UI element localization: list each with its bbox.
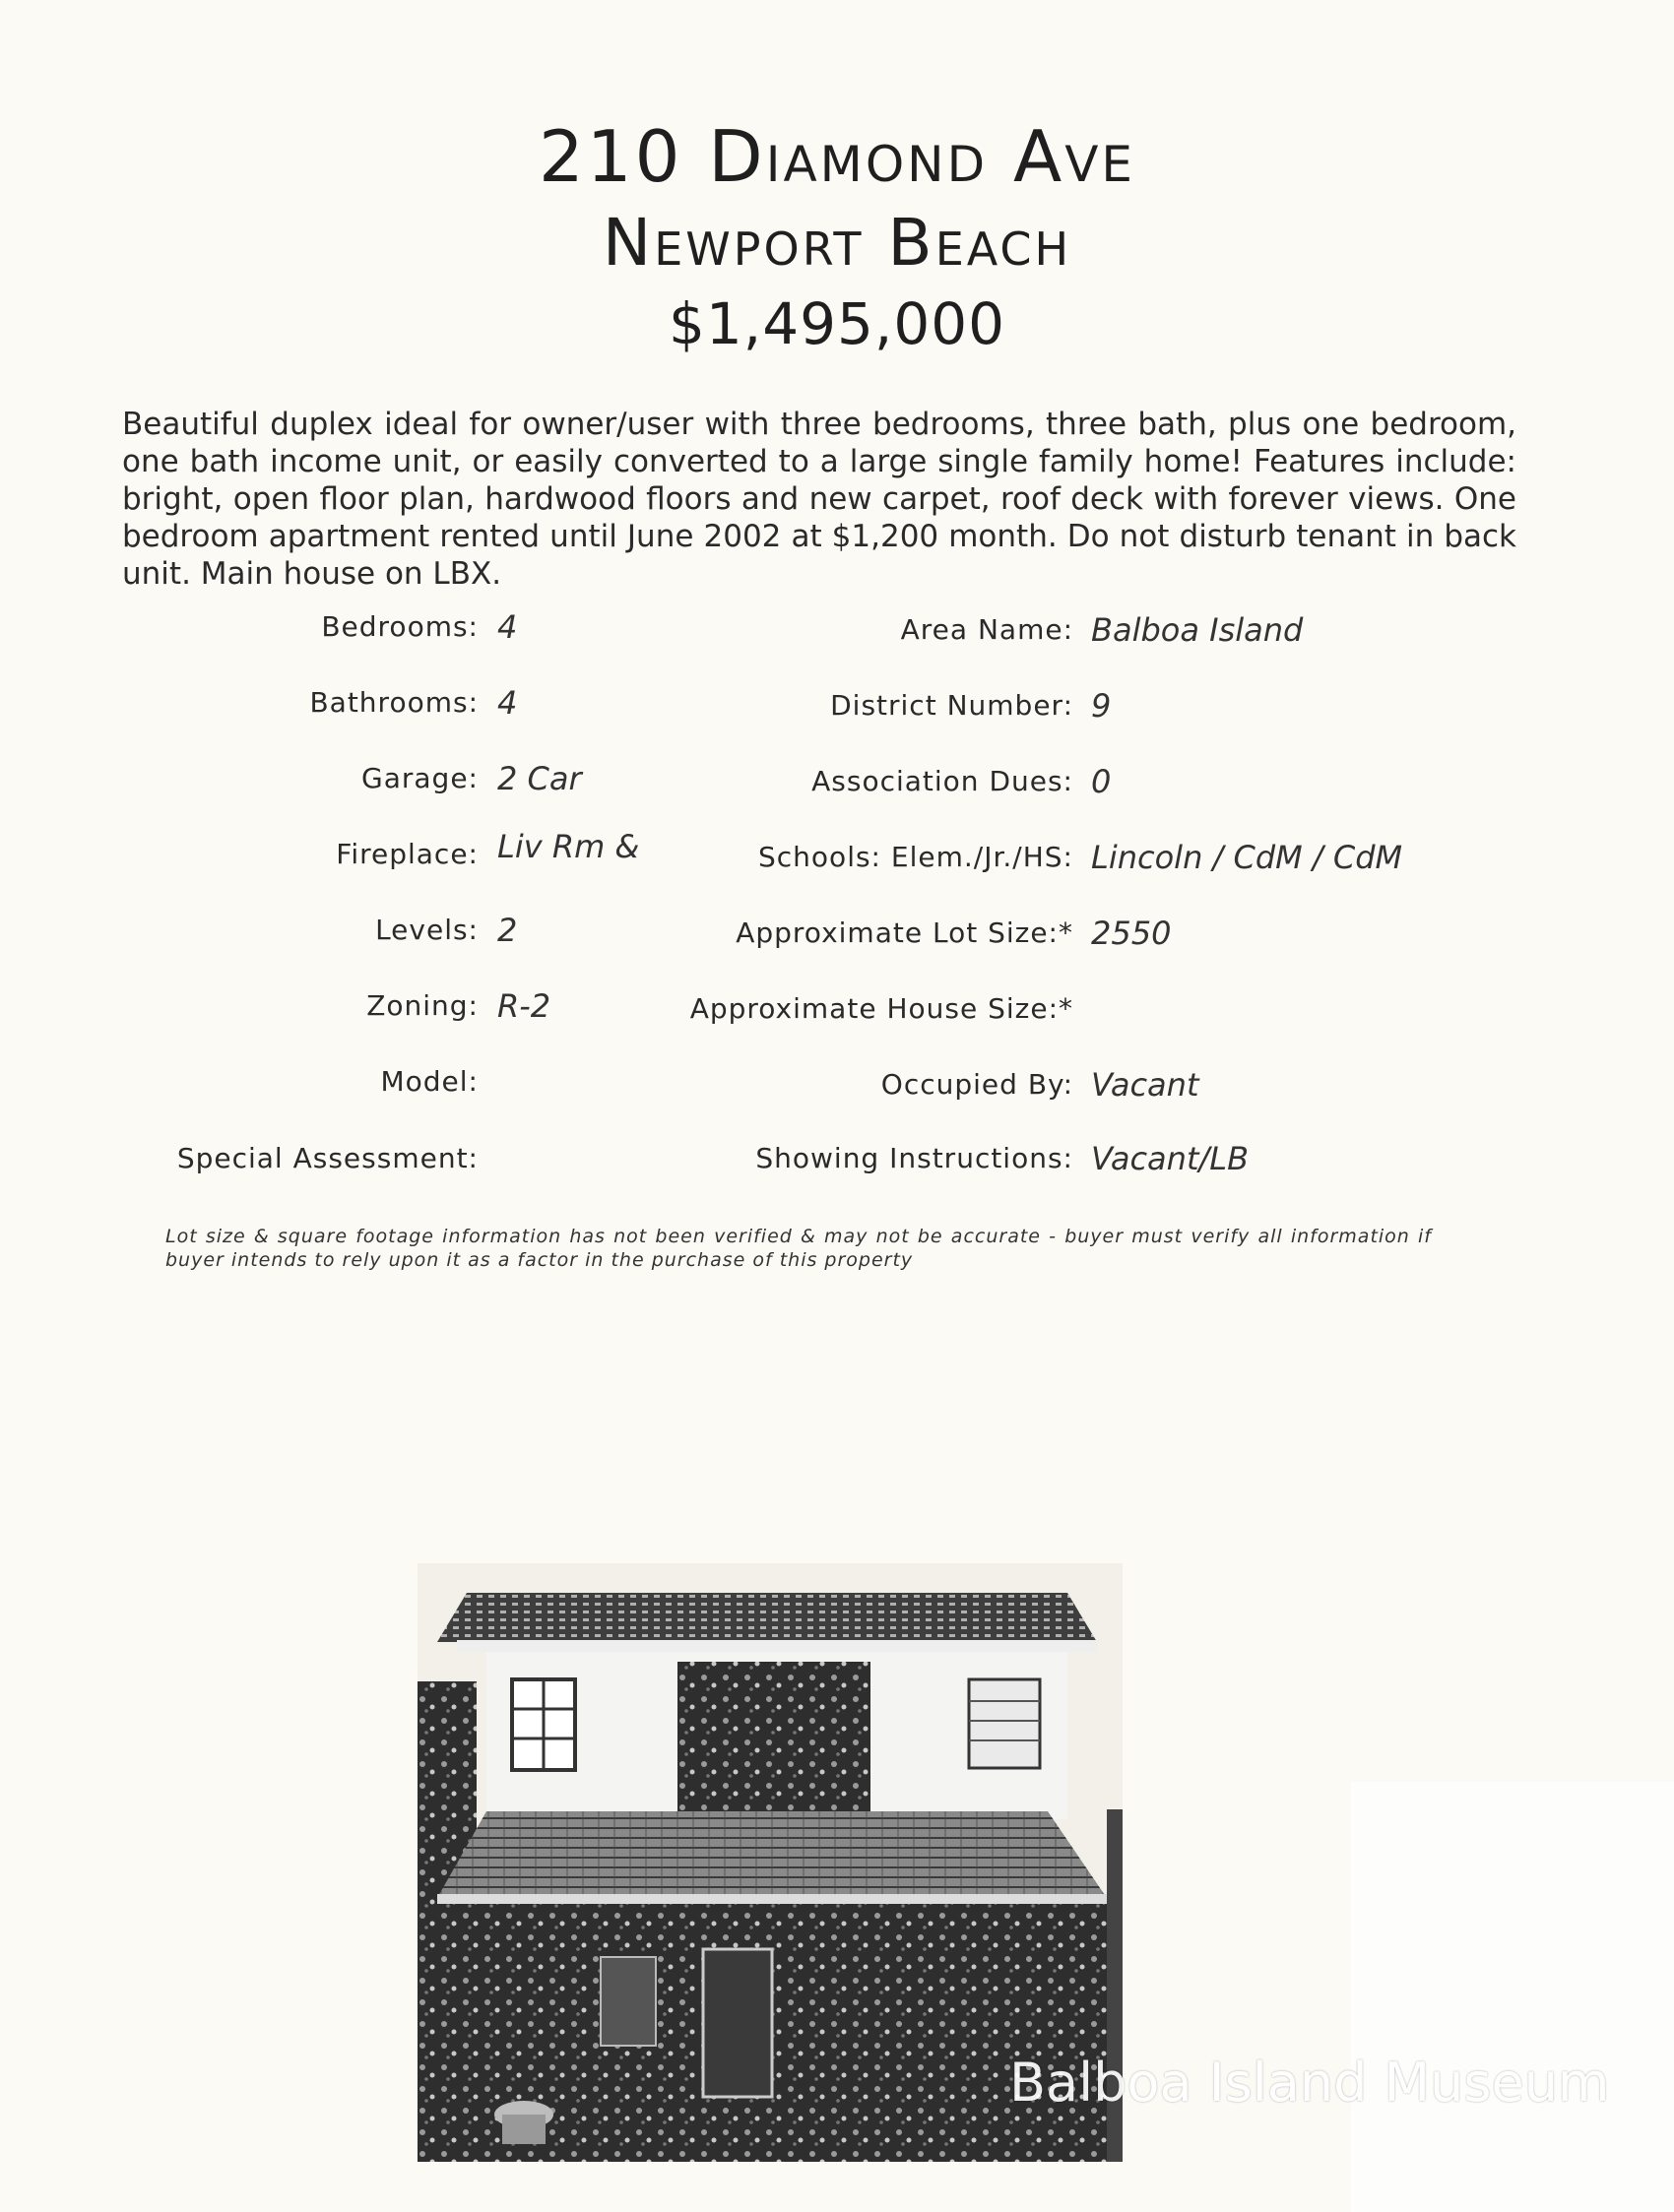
detail-row-association-dues <box>0 762 1674 801</box>
detail-value: Vacant <box>1091 1066 1199 1104</box>
detail-value: 2 Car <box>497 760 582 797</box>
detail-label: Showing Instructions: <box>755 1142 1073 1174</box>
detail-label: Approximate House Size:* <box>689 992 1073 1025</box>
detail-label: Fireplace: <box>336 838 479 870</box>
detail-value: 2 <box>497 912 518 949</box>
museum-watermark: Balboa Island Museum <box>1009 2052 1610 2114</box>
detail-row-schools <box>0 838 1674 877</box>
disclaimer-note: Lot size & square footage information has not been verified & may not be accurate - buyer must verify all information if buyer intends to rely upon it as a factor in the purchase of this property <box>165 1226 1432 1271</box>
detail-label: Special Assessment: <box>176 1142 479 1174</box>
price-heading: $1,495,000 <box>668 290 1006 357</box>
detail-label: Bedrooms: <box>321 610 479 643</box>
detail-row-district-number <box>0 686 1674 726</box>
detail-row-house-size <box>0 989 1674 1029</box>
detail-value: Vacant/LB <box>1091 1140 1250 1177</box>
detail-value: 9 <box>1091 687 1112 725</box>
detail-label: District Number: <box>830 689 1073 722</box>
city-heading: Newport Beach <box>602 205 1072 281</box>
detail-label: Levels: <box>375 914 479 946</box>
detail-label: Occupied By: <box>880 1068 1073 1101</box>
address-heading: 210 Diamond Ave <box>538 115 1136 198</box>
detail-label: Area Name: <box>900 613 1073 646</box>
detail-row-lot-size <box>0 914 1674 953</box>
listing-header <box>0 113 1674 361</box>
detail-row-area-name <box>0 610 1674 650</box>
detail-value: 4 <box>497 684 518 722</box>
detail-row-showing-instructions <box>0 1139 1674 1178</box>
watermark-backing <box>1351 1782 1674 2212</box>
detail-value: 0 <box>1091 763 1112 800</box>
detail-label: Garage: <box>361 762 479 794</box>
detail-label: Model: <box>380 1065 479 1098</box>
detail-value: Liv Rm & <box>497 828 640 865</box>
detail-value: Lincoln / CdM / CdM <box>1091 839 1403 876</box>
detail-label: Schools: Elem./Jr./HS: <box>758 841 1073 873</box>
detail-value: 4 <box>497 608 518 646</box>
detail-label: Bathrooms: <box>309 686 479 719</box>
detail-value: 2550 <box>1091 915 1172 952</box>
property-description: Beautiful duplex ideal for owner/user with three bedrooms, three bath, plus one bedroom, one bath income unit, or easily converted to a large single family home! Features include: bright, open floor plan, hardwood floors and new carpet, roof deck with forever views. One bedroom apartment rented until June 2002 at $1,200 month. Do not disturb tenant in back unit. Main house on LBX. <box>122 407 1516 592</box>
detail-value: R-2 <box>497 987 551 1025</box>
detail-label: Association Dues: <box>811 765 1073 797</box>
detail-label: Zoning: <box>366 989 479 1022</box>
detail-value: Balboa Island <box>1091 611 1304 649</box>
detail-label: Approximate Lot Size:* <box>736 916 1073 949</box>
detail-row-occupied-by <box>0 1065 1674 1105</box>
